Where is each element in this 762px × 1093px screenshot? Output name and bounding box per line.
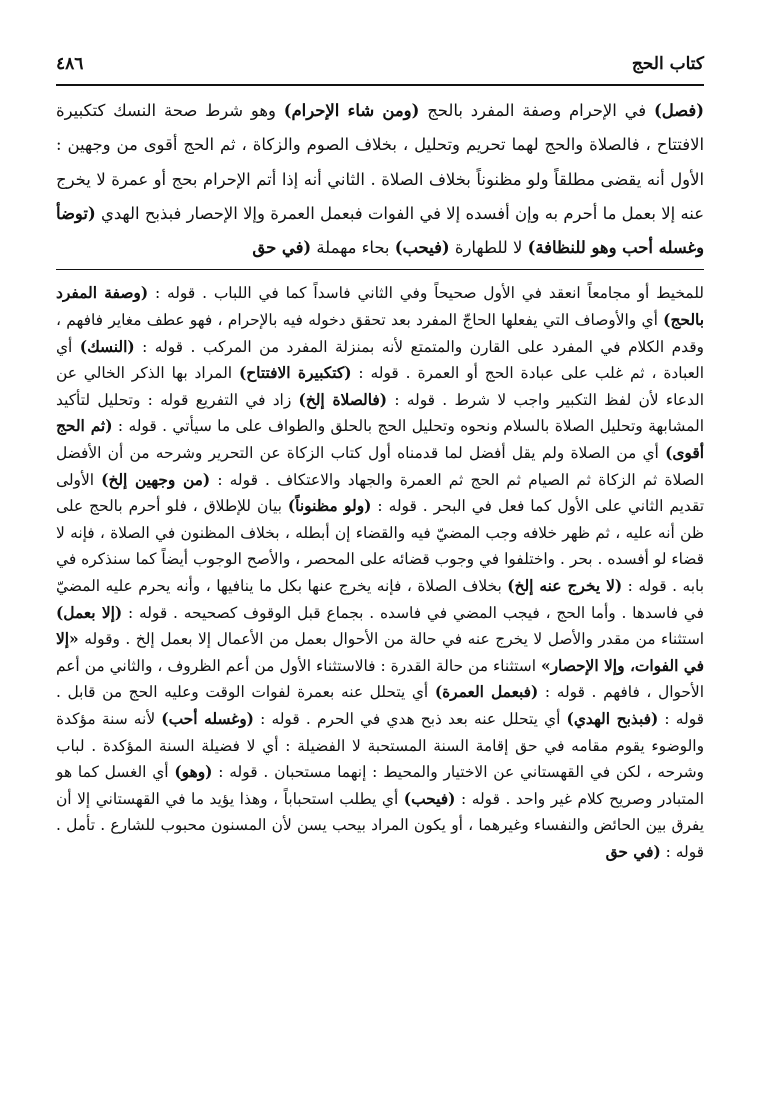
commentary-keyword: (ثم الحج أقوى): [56, 417, 704, 463]
commentary-run: للمخيط أو مجامعاً انعقد في الأول صحيحاً وفي الثاني فاسداً كما في اللباب . قوله :: [148, 284, 704, 303]
commentary-keyword: (كتكبيرة الافتتاح): [238, 364, 352, 383]
commentary-keyword: (فبذبح الهدي): [566, 709, 659, 728]
main-text-run: لا للطهارة: [449, 238, 528, 258]
commentary-keyword: (النسك): [79, 337, 135, 356]
commentary-keyword: (إلا بعمل): [56, 603, 123, 622]
commentary-run: بخلاف الصلاة ، فإنه يخرج عنها بكل ما ينافيها ، وأنه يحرم عليه المضيّ في فاسدها . وأما الحج ، فيجب المضي في فاسده . بجماع قبل الوقوف كصحيحه . قوله :: [56, 577, 704, 622]
commentary-run: المراد بها الذكر الخالي عن الدعاء لأن لفظ التكبير واجب لا شرط . قوله :: [56, 364, 704, 409]
page-header: [56, 50, 704, 86]
commentary-keyword: (من وجهين إلخ): [101, 470, 211, 489]
commentary-run: استثناء من حالة القدرة : فالاستثناء الأول من أعم الظروف ، والثاني من أعم الأحوال ، فافهم . قوله :: [56, 656, 704, 702]
commentary-keyword: (وصفة المفرد بالحج): [56, 284, 704, 330]
main-text-keyword: (توضأ وغسله أحب وهو للنظافة): [56, 203, 704, 258]
page-number: ٤٨٦: [56, 54, 84, 74]
commentary-keyword: (وهو): [174, 763, 213, 782]
main-text-run: وهو شرط صحة النسك كتكبيرة الافتتاح ، فالصلاة والحج لهما تحريم وتحليل ، بخلاف الصوم والزكاة ، ثم الحج أقوى من وجهين : الأول أنه يقضى مطلقاً ولو مظنوناً بخلاف الصلاة . الثاني أنه إذا أتم الإحرام بحج أو عمرة لا يخرج عنه إلا بعمل ما أحرم به وإن أفسده إلا في الفوات فبعمل العمرة وإلا الإحصار فبذبح الهدي: [56, 101, 704, 223]
commentary-run: أي والأوصاف التي يفعلها الحاجّ المفرد بعد تحقق دخوله فيه بالإحرام ، فهو عطف مغاير فافهم ، وقدم الكلام في المفرد على القارن والمتمتع لأنه بمنزلة المفرد من المركب . قوله :: [56, 311, 704, 356]
commentary-run: الأولى تقديم الثاني على الأول كما فعل في البحر . قوله :: [56, 470, 705, 516]
commentary-run: أي يتحلل عنه بعمرة لفوات الوقت وعليه الحج من قابل . قوله :: [56, 683, 705, 728]
document-page: [56, 50, 704, 1093]
commentary-run: أي يطلب استحباباً ، وهذا يؤيد ما في القهستاني إلا أن يفرق بين الحائض والنفساء وغيرهما ، أو يكون المراد بيحب يسن لأن المسنون محبوب للشارع . تأمل . قوله :: [56, 789, 704, 861]
main-text-run: في الإحرام وصفة المفرد بالحج: [419, 101, 654, 120]
section-divider: [56, 269, 704, 270]
commentary-run: زاد في التفريع قوله : وتحليل لتأكيد المشابهة وتحليل الصلاة بالسلام ونحوه وتحليل الحج بالحلق والطواف على ما سيأتي . قوله :: [56, 390, 704, 436]
commentary-keyword: (فالصلاة إلخ): [298, 390, 388, 409]
main-text-keyword: (فصل): [654, 101, 704, 120]
commentary-keyword: «إلا في الفوات، وإلا الإحصار»: [56, 630, 704, 675]
commentary-run: استثناء من مقدر والأصل لا يخرج عنه في حالة من الأحوال بعمل من الأعمال إلا بعمل إلخ . وقوله: [78, 630, 704, 649]
commentary-keyword: (وغسله أحب): [161, 709, 254, 728]
main-text-keyword: (فيحب): [394, 238, 450, 258]
commentary-keyword: (فبعمل العمرة): [434, 683, 539, 702]
commentary-run: أي يتحلل عنه بعد ذبح هدي في الحرم . قوله :: [253, 709, 567, 728]
commentary-keyword: (لا يخرج عنه إلخ): [507, 577, 623, 596]
main-text-keyword: (ومن شاء الإحرام): [283, 101, 420, 120]
commentary-text: [56, 280, 704, 865]
book-title: كتاب الحج: [631, 54, 704, 74]
main-text: [56, 94, 704, 265]
commentary-run: أي العبادة ، ثم غلب على عبادة الحج أو العمرة . قوله :: [56, 337, 704, 383]
commentary-run: أي من الصلاة ولم يقل أفضل لما قدمناه أول كتاب الزكاة عن التحرير وشرحه من أن الأفضل الصلاة ثم الزكاة ثم الصيام ثم الحج ثم العمرة والجهاد والاعتكاف . قوله :: [56, 444, 704, 489]
main-text-run: بحاء مهملة: [311, 238, 395, 258]
commentary-run: لأنه سنة مؤكدة والوضوء يقوم مقامه في حق إقامة السنة المستحبة لا الفضيلة : أي لا فضيلة السنة المؤكدة . لباب وشرحه ، لكن في القهستاني عن الاختيار والمحيط : إنهما مستحبان . قوله :: [56, 709, 704, 782]
commentary-keyword: (في حق: [605, 842, 661, 861]
main-text-keyword: (في حق: [252, 238, 312, 258]
commentary-keyword: (ولو مظنوناً): [287, 497, 372, 516]
commentary-run: أي الغسل كما هو المتبادر وصريح كلام غير واحد . قوله :: [56, 763, 704, 808]
commentary-run: بيان للإطلاق ، فلو أحرم بالحج على ظن أنه عليه ، ثم ظهر خلافه وجب المضيّ فيه والقضاء إن أبطله ، بخلاف المظنون في الصلاة ، فإنه لا قضاء لو أفسده . بحر . واختلفوا في وجوب قضائه على المحصر ، والأصح الوجوب أيضاً كما سنذكره في بابه . قوله :: [56, 497, 704, 596]
commentary-keyword: (فيحب): [403, 789, 456, 808]
